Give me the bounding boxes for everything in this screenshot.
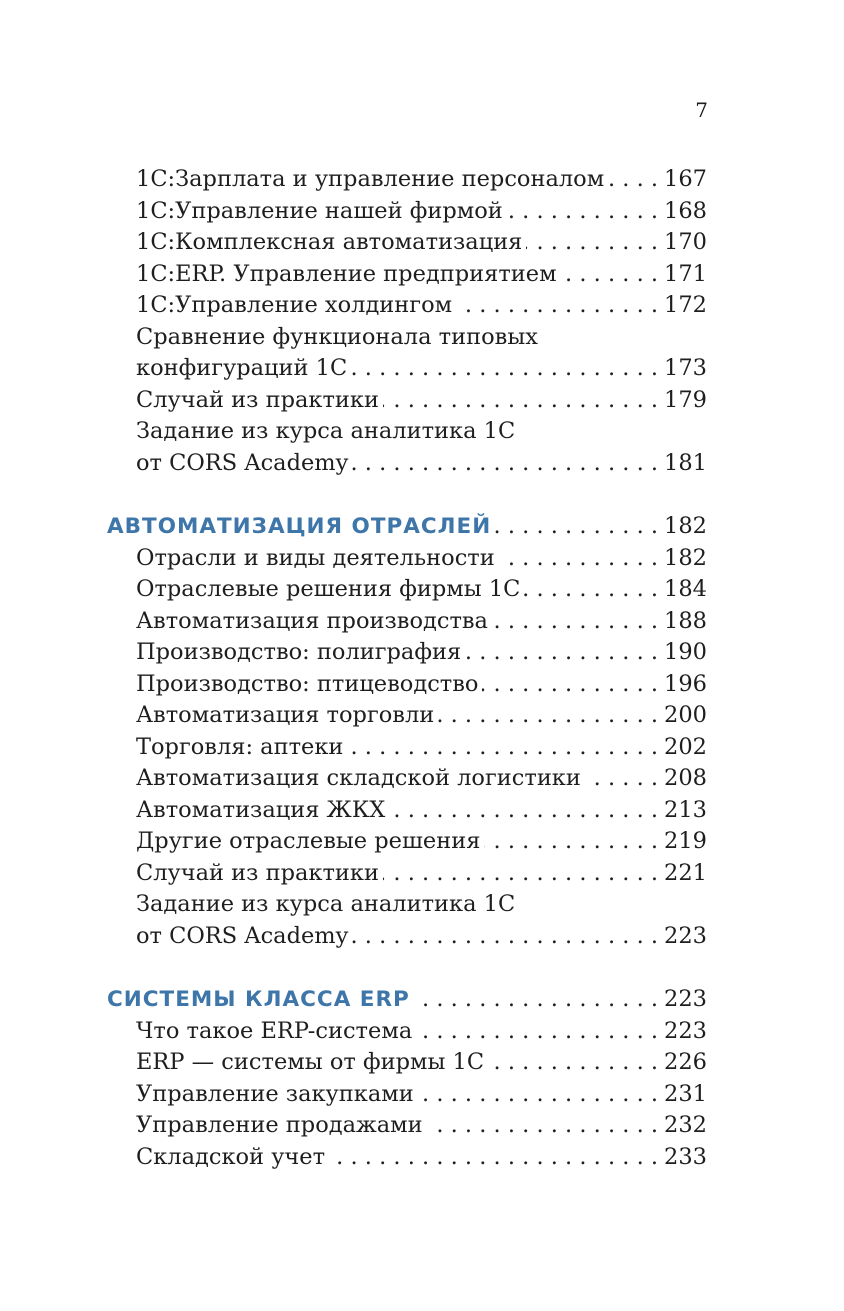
leader-dots (347, 732, 658, 764)
toc-entry-title: Случай из практики (136, 858, 383, 890)
toc-entry-page: 172 (658, 290, 707, 322)
toc-entry[interactable] (136, 164, 707, 196)
toc-entry[interactable] (136, 921, 707, 953)
toc-entry-title: Случай из практики (136, 385, 383, 417)
toc-entry-title: Автоматизация складской логистики (136, 763, 585, 795)
page-number: 7 (695, 98, 708, 122)
toc-entry[interactable] (136, 763, 707, 795)
toc-entry-title: 1С:Управление холдингом (136, 290, 456, 322)
toc-entry[interactable] (136, 227, 707, 259)
toc-entry-title: конфигураций 1С (136, 353, 351, 385)
leader-dots (418, 1079, 658, 1111)
leader-dots (495, 511, 658, 543)
leader-dots (383, 858, 658, 890)
toc-entry[interactable] (136, 1047, 707, 1079)
toc-entry-title: от CORS Academy (136, 448, 352, 480)
toc-entry[interactable] (136, 1110, 707, 1142)
toc-section-continuation (107, 164, 707, 479)
leader-dots (561, 259, 658, 291)
leader-dots (351, 353, 658, 385)
toc-entry[interactable] (136, 1016, 707, 1048)
toc-entry-title: Автоматизация производства (136, 606, 492, 638)
leader-dots (427, 1110, 658, 1142)
toc-entry-page: 196 (658, 669, 707, 701)
leader-dots (414, 984, 658, 1016)
toc-entry[interactable] (136, 826, 707, 858)
toc-entry-title: Отрасли и виды деятельности (136, 543, 499, 575)
leader-dots (507, 196, 658, 228)
toc-entry-title: Складской учет (136, 1142, 329, 1174)
toc-section-heading[interactable] (107, 984, 707, 1016)
toc-entry-page: 171 (658, 259, 707, 291)
toc-entry[interactable] (136, 637, 707, 669)
leader-dots (484, 826, 658, 858)
toc-entry[interactable] (136, 1079, 707, 1111)
toc-entry-title-line1: Задание из курса аналитика 1С (136, 418, 519, 444)
toc-entry-title: ERP — системы от фирмы 1С (136, 1047, 488, 1079)
toc-entry-title: 1С:ERP. Управление предприятием (136, 259, 561, 291)
leader-dots (465, 637, 658, 669)
toc-entry-page: 226 (658, 1047, 707, 1079)
toc-entry[interactable] (136, 574, 707, 606)
toc-section-heading[interactable] (107, 511, 707, 543)
toc-entry-page: 213 (658, 795, 707, 827)
toc-entry-title: Производство: птицеводство (136, 669, 482, 701)
toc-entry-page: 170 (658, 227, 707, 259)
toc-entry-title-line1: Задание из курса аналитика 1С (136, 891, 519, 917)
toc-entry[interactable] (136, 196, 707, 228)
toc-entry[interactable] (136, 259, 707, 291)
toc-entry-title: Отраслевые решения фирмы 1С (136, 574, 524, 606)
toc-entry-page: 167 (658, 164, 707, 196)
leader-dots (389, 795, 658, 827)
toc-entry-page: 232 (658, 1110, 707, 1142)
toc-entry[interactable] (136, 385, 707, 417)
toc-entry[interactable] (136, 606, 707, 638)
leader-dots (492, 606, 658, 638)
toc-entry-page: 223 (658, 1016, 707, 1048)
toc-heading-page: 223 (658, 984, 707, 1016)
toc-entry-title: Другие отраслевые решения (136, 826, 484, 858)
toc-entry-title: 1С:Управление нашей фирмой (136, 196, 507, 228)
toc-entry-title: Управление продажами (136, 1110, 427, 1142)
toc-entry-title: от CORS Academy (136, 921, 352, 953)
leader-dots (352, 921, 658, 953)
toc-entry-title: Управление закупками (136, 1079, 418, 1111)
toc-entry[interactable] (136, 700, 707, 732)
toc-entry-page: 221 (658, 858, 707, 890)
toc-entry-page: 231 (658, 1079, 707, 1111)
toc-entry[interactable] (136, 1142, 707, 1174)
leader-dots (482, 669, 658, 701)
leader-dots (608, 164, 658, 196)
toc-entry-page: 168 (658, 196, 707, 228)
toc-entry[interactable] (136, 543, 707, 575)
leader-dots (329, 1142, 658, 1174)
toc-heading-page: 182 (658, 511, 707, 543)
toc-entry[interactable] (136, 858, 707, 890)
leader-dots (383, 385, 658, 417)
leader-dots (499, 543, 658, 575)
toc-entry-title: Производство: полиграфия (136, 637, 465, 669)
toc-entry[interactable] (136, 669, 707, 701)
toc-entry-line1[interactable] (136, 889, 707, 921)
leader-dots (526, 227, 658, 259)
toc-entry-page: 202 (658, 732, 707, 764)
toc-entry-page: 219 (658, 826, 707, 858)
toc-entry-page: 190 (658, 637, 707, 669)
toc-entry-title: Что такое ERP-система (136, 1016, 416, 1048)
leader-dots (456, 290, 658, 322)
toc-entry-page: 233 (658, 1142, 707, 1174)
toc-entry[interactable] (136, 732, 707, 764)
toc-entry-line1[interactable] (136, 416, 707, 448)
toc-section-industries (107, 511, 707, 952)
leader-dots (585, 763, 658, 795)
toc-entry[interactable] (136, 795, 707, 827)
toc-entry-page: 223 (658, 921, 707, 953)
toc-entry-page: 182 (658, 543, 707, 575)
toc-entry-title: Автоматизация торговли (136, 700, 438, 732)
leader-dots (488, 1047, 658, 1079)
toc-entry-page: 179 (658, 385, 707, 417)
leader-dots (524, 574, 658, 606)
toc-entry[interactable] (136, 448, 707, 480)
toc-entry-title: 1С:Комплексная автоматизация (136, 227, 526, 259)
leader-dots (438, 700, 658, 732)
table-of-contents (107, 164, 707, 1205)
leader-dots (352, 448, 658, 480)
toc-entry-page: 188 (658, 606, 707, 638)
toc-entry-title-line1: Сравнение функционала типовых (136, 324, 542, 350)
toc-heading-title: СИСТЕМЫ КЛАССА ERP (107, 984, 414, 1016)
toc-entry-page: 184 (658, 574, 707, 606)
toc-entry-page: 208 (658, 763, 707, 795)
toc-section-erp (107, 984, 707, 1173)
toc-entry-title: Автоматизация ЖКХ (136, 795, 389, 827)
toc-entry-page: 200 (658, 700, 707, 732)
toc-heading-title: АВТОМАТИЗАЦИЯ ОТРАСЛЕЙ (107, 511, 495, 543)
toc-entry[interactable] (136, 290, 707, 322)
toc-entry-title: 1С:Зарплата и управление персоналом (136, 164, 608, 196)
toc-entry-title: Торговля: аптеки (136, 732, 347, 764)
leader-dots (416, 1016, 658, 1048)
toc-entry-line1[interactable] (136, 322, 707, 354)
toc-entry-page: 181 (658, 448, 707, 480)
toc-entry-page: 173 (658, 353, 707, 385)
toc-entry[interactable] (136, 353, 707, 385)
